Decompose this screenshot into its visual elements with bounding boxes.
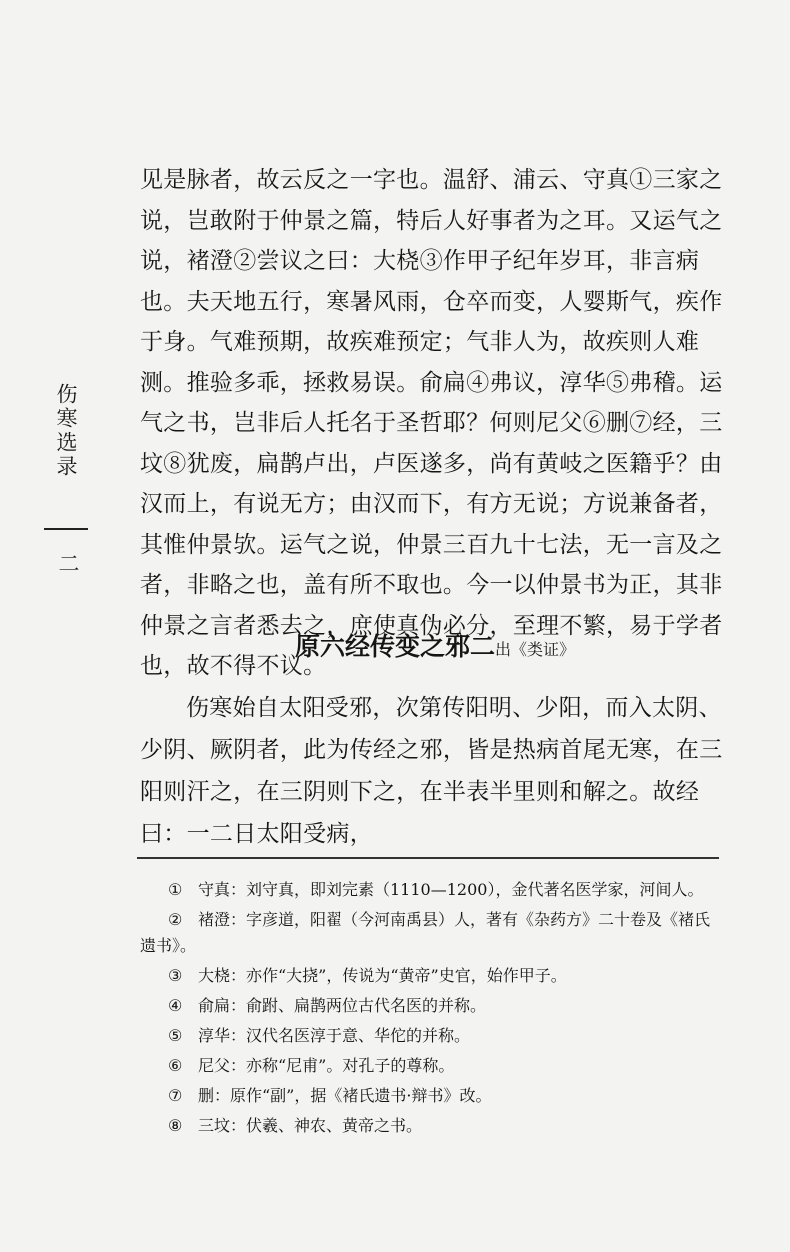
footnote-item	[140, 1113, 720, 1139]
footnote-number: ⑥	[168, 1056, 183, 1075]
page-number: 二	[58, 552, 80, 576]
section-paragraph: 伤寒始自太阳受邪，次第传阳明、少阳，而入太阴、少阴、厥阴者，此为传经之邪，皆是热病首尾无寒，在三阳则汗之，在三阴则下之，在半表半里则和解之。故经曰：一二日太阳受病，	[140, 695, 723, 847]
footnote-number: ③	[168, 966, 183, 985]
section-source: 出《类证》	[495, 640, 576, 659]
running-book-title: 伤寒选录	[54, 383, 78, 479]
footnote-number: ⑦	[168, 1086, 183, 1105]
section-heading	[140, 627, 730, 670]
footnote-number: ⑤	[168, 1026, 183, 1045]
footnote-item	[140, 907, 720, 959]
footnote-divider	[137, 857, 719, 859]
section-title: 原六经传变之邪二	[294, 632, 495, 661]
footnote-text: 守真：刘守真，即刘完素（1110—1200），金代著名医学家，河间人。	[198, 880, 704, 899]
footnote-item	[140, 993, 720, 1019]
footnote-item	[140, 1053, 720, 1079]
footnote-list	[140, 877, 720, 1143]
footnote-text: 尼父：亦称“尼甫”。对孔子的尊称。	[198, 1056, 455, 1075]
footnote-text: 大桡：亦作“大挠”，传说为“黄帝”史官，始作甲子。	[198, 966, 567, 985]
footnote-text: 淳华：汉代名医淳于意、华佗的并称。	[198, 1026, 471, 1045]
footnote-item	[140, 1023, 720, 1049]
footnote-item	[140, 1083, 720, 1109]
footnote-number: ②	[168, 910, 183, 929]
footnote-item	[140, 877, 720, 903]
paragraph-1: 见是脉者，故云反之一字也。温舒、浦云、守真①三家之说，岂敢附于仲景之篇，特后人好事者为之耳。又运气之说，褚澄②尝议之曰：大桡③作甲子纪年岁耳，非言病也。夫天地五行，寒暑风雨，仓卒而变，人婴斯气，疾作于身。气难预期，故疾难预定；气非人为，故疾则人难测。推验多乖，拯救易误。俞扁④弗议，淳华⑤弗稽。运气之书，岂非后人托名于圣哲耶？何则尼父⑥删⑦经，三坟⑧犹废，扁鹊卢出，卢医遂多，尚有黄岐之医籍乎？由汉而上，有说无方；由汉而下，有方无说；方说兼备者，其惟仲景欤。运气之说，仲景三百九十七法，无一言及之者，非略之也，盖有所不取也。今一以仲景书为正，其非仲景之言者悉去之，庶使真伪必分，至理不繁，易于学者也，故不得不议。	[140, 167, 723, 679]
running-title-divider	[44, 528, 88, 530]
footnote-number: ④	[168, 996, 183, 1015]
footnote-text: 删：原作“副”，据《褚氏遗书·辩书》改。	[198, 1086, 492, 1105]
body-paragraph	[140, 160, 730, 687]
footnote-number: ⑧	[168, 1116, 183, 1135]
footnote-text: 俞扁：俞跗、扁鹊两位古代名医的并称。	[198, 996, 487, 1015]
footnote-text: 褚澄：字彦道，阳翟（今河南禹县）人，著有《杂药方》二十卷及《褚氏遗书》。	[140, 910, 711, 955]
footnote-number: ①	[168, 880, 183, 899]
footnote-text: 三坟：伏羲、神农、黄帝之书。	[198, 1116, 423, 1135]
footnote-item	[140, 963, 720, 989]
